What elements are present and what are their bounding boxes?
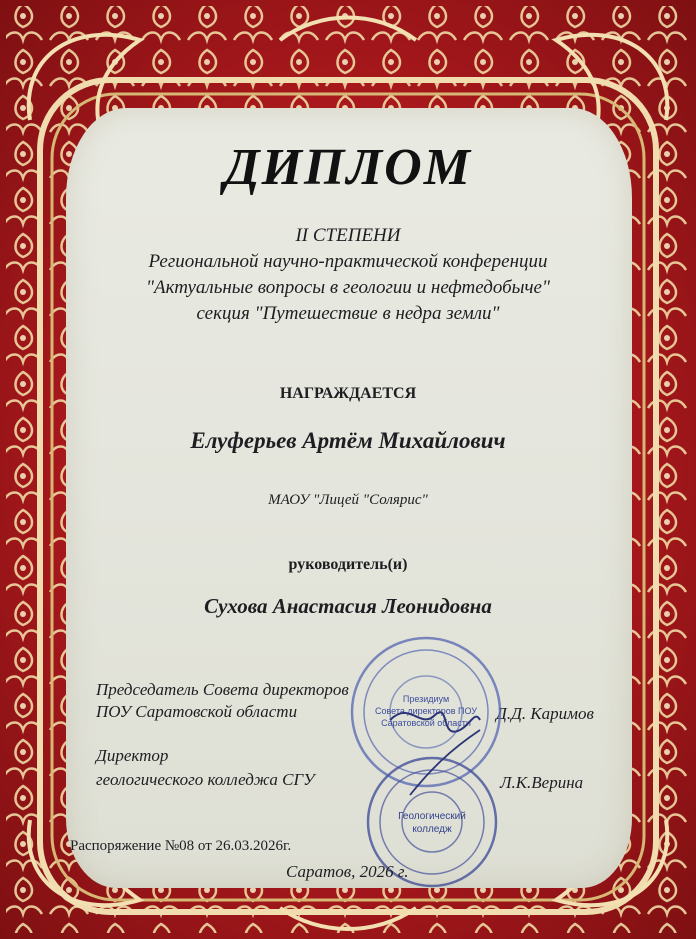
awarded-label: НАГРАЖДАЕТСЯ <box>279 385 417 402</box>
council-stamp-line-1: Президиум <box>402 694 450 704</box>
director-name: Л.К.Верина <box>500 773 584 792</box>
director-title-1: Директор <box>96 746 169 765</box>
place-date: Саратов, 2026 г. <box>286 862 409 881</box>
supervisor-label: руководитель(и) <box>288 556 408 573</box>
handwritten-signature <box>380 690 500 800</box>
chair-title-1: Председатель Совета директоров <box>96 680 349 699</box>
council-stamp-line-3: Саратовской области <box>381 718 471 728</box>
school-name: МАОУ "Лицей "Солярис" <box>268 492 428 508</box>
college-stamp-line-1: Геологический <box>398 811 466 822</box>
chair-title-2: ПОУ Саратовской области <box>96 702 298 721</box>
council-stamp-line-2: Совета директоров ПОУ <box>374 706 478 716</box>
section-line: секция "Путешествие в недра земли" <box>196 303 500 324</box>
conference-line-2: "Актуальные вопросы в геологии и нефтедобыче" <box>146 277 550 298</box>
degree-text: II СТЕПЕНИ <box>295 225 401 246</box>
chair-name: Д.Д. Каримов <box>496 704 594 723</box>
director-title-2: геологического колледжа СГУ <box>96 770 315 789</box>
supervisor-name: Сухова Анастасия Леонидовна <box>204 594 492 618</box>
conference-line-1: Региональной научно-практической конференции <box>148 251 548 272</box>
diploma-title: ДИПЛОМ <box>224 139 472 196</box>
recipient-name: Елуферьев Артём Михайлович <box>190 428 506 453</box>
college-stamp-line-2: колледж <box>412 824 452 835</box>
order-text: Распоряжение №08 от 26.03.2026г. <box>70 838 292 854</box>
